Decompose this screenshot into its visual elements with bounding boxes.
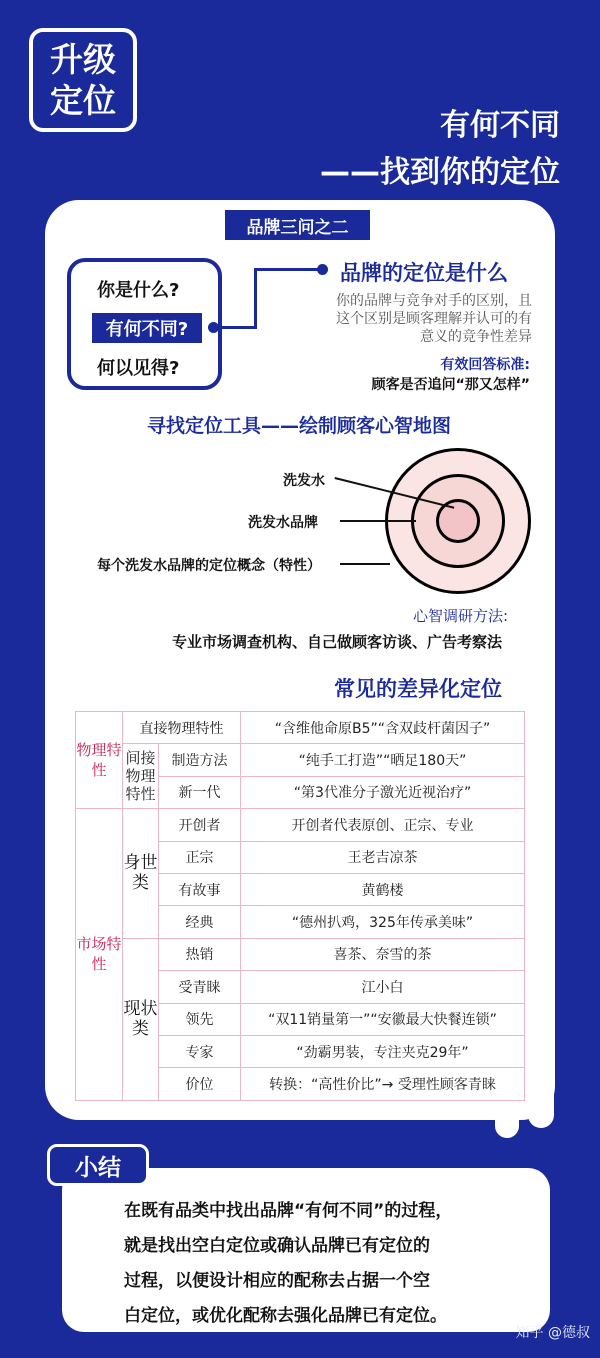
ring-label-brand: 洗发水品牌 — [248, 515, 318, 531]
summary-line: 就是找出空白定位或确认品牌已有定位的 — [124, 1236, 430, 1256]
row-example: “德州扒鸡，325年传承美味” — [241, 906, 525, 938]
row-example: 黄鹤楼 — [241, 873, 525, 905]
answer-standard — [270, 354, 530, 394]
row-item: 制造方法 — [159, 744, 241, 776]
headline-line2: ——找到你的定位 — [320, 155, 560, 190]
row-item: 正宗 — [159, 841, 241, 873]
upgrade-badge — [29, 28, 137, 132]
row-example: 喜茶、奈雪的茶 — [241, 938, 525, 970]
row-example: 开创者代表原创、正宗、专业 — [241, 809, 525, 841]
headline-line1: 有何不同 — [440, 108, 560, 143]
row-example: “纯手工打造”“晒足180天” — [241, 744, 525, 776]
method-text: 专业市场调查机构、自己做顾客访谈、广告考察法 — [172, 633, 503, 651]
headline — [320, 106, 560, 196]
row-item: 有故事 — [159, 873, 241, 905]
answer-standard-label: 有效回答标准: — [440, 357, 530, 373]
row-item: 经典 — [159, 906, 241, 938]
table-row — [76, 809, 525, 841]
table-row — [76, 744, 525, 776]
question-proof: 何以见得? — [97, 358, 180, 379]
method-label: 心智调研方法: — [413, 607, 509, 625]
sub-indirect: 间接物理特性 — [123, 744, 159, 809]
connector-line — [254, 268, 257, 329]
connector-line — [212, 326, 257, 329]
category-market: 市场特性 — [76, 809, 123, 1101]
definition-line: 这个区别是顾客理解并认可的有 — [336, 311, 532, 327]
badge-line2: 定位 — [50, 81, 116, 120]
question-difference: 有何不同? — [92, 313, 202, 343]
summary-tab: 小结 — [47, 1144, 149, 1186]
badge-line1: 升级 — [50, 40, 116, 79]
ring-label-concept: 每个洗发水品牌的定位概念（特性） — [97, 558, 321, 574]
summary-line: 在既有品类中找出品牌“有何不同”的过程， — [124, 1201, 453, 1221]
ring-label-category: 洗发水 — [283, 473, 325, 489]
row-example: “第3代准分子激光近视治疗” — [241, 776, 525, 808]
section-tag: 品牌三问之二 — [225, 210, 370, 240]
answer-standard-text: 顾客是否追问“那又怎样” — [371, 377, 530, 393]
question-what: 你是什么? — [97, 280, 180, 301]
category-physical: 物理特性 — [76, 712, 123, 809]
card-drip — [528, 1080, 554, 1128]
row-item: 专家 — [159, 1035, 241, 1067]
watermark: 知乎 @德叔 — [515, 1325, 590, 1341]
definition-title: 品牌的定位是什么 — [340, 261, 508, 285]
row-item: 价位 — [159, 1068, 241, 1100]
table-row — [76, 938, 525, 970]
row-item: 领先 — [159, 1003, 241, 1035]
connector-dot — [317, 264, 328, 275]
pointer-line — [340, 520, 416, 522]
summary-text — [124, 1194, 524, 1334]
row-example: 江小白 — [241, 971, 525, 1003]
definition-line: 你的品牌与竞争对手的区别，且 — [336, 293, 532, 309]
row-example: “含维他命原B5”“含双歧杆菌因子” — [241, 712, 525, 744]
definition-line: 意义的竞争性差异 — [420, 329, 532, 345]
summary-line: 白定位，或优化配称去强化品牌已有定位。 — [124, 1306, 447, 1326]
row-item: 新一代 — [159, 776, 241, 808]
definition-body — [272, 292, 532, 346]
row-item: 热销 — [159, 938, 241, 970]
table-row — [76, 712, 525, 744]
positioning-table — [75, 711, 525, 1101]
row-item: 受青睐 — [159, 971, 241, 1003]
connector-line — [254, 268, 319, 271]
group-status: 现状类 — [123, 938, 159, 1100]
row-example: “劲霸男装，专注夹克29年” — [241, 1035, 525, 1067]
pointer-line — [340, 563, 390, 565]
row-item: 开创者 — [159, 809, 241, 841]
row-example: 转换：“高性价比”→ 受理性顾客青睐 — [241, 1068, 525, 1100]
row-item: 直接物理特性 — [123, 712, 241, 744]
tool-title: 寻找定位工具——绘制顾客心智地图 — [147, 415, 452, 437]
summary-line: 过程，以便设计相应的配称去占据一个空 — [124, 1271, 430, 1291]
diff-title: 常见的差异化定位 — [334, 677, 502, 701]
row-example: 王老吉凉茶 — [241, 841, 525, 873]
row-example: “双11销量第一”“安徽最大快餐连锁” — [241, 1003, 525, 1035]
group-origin: 身世类 — [123, 809, 159, 939]
